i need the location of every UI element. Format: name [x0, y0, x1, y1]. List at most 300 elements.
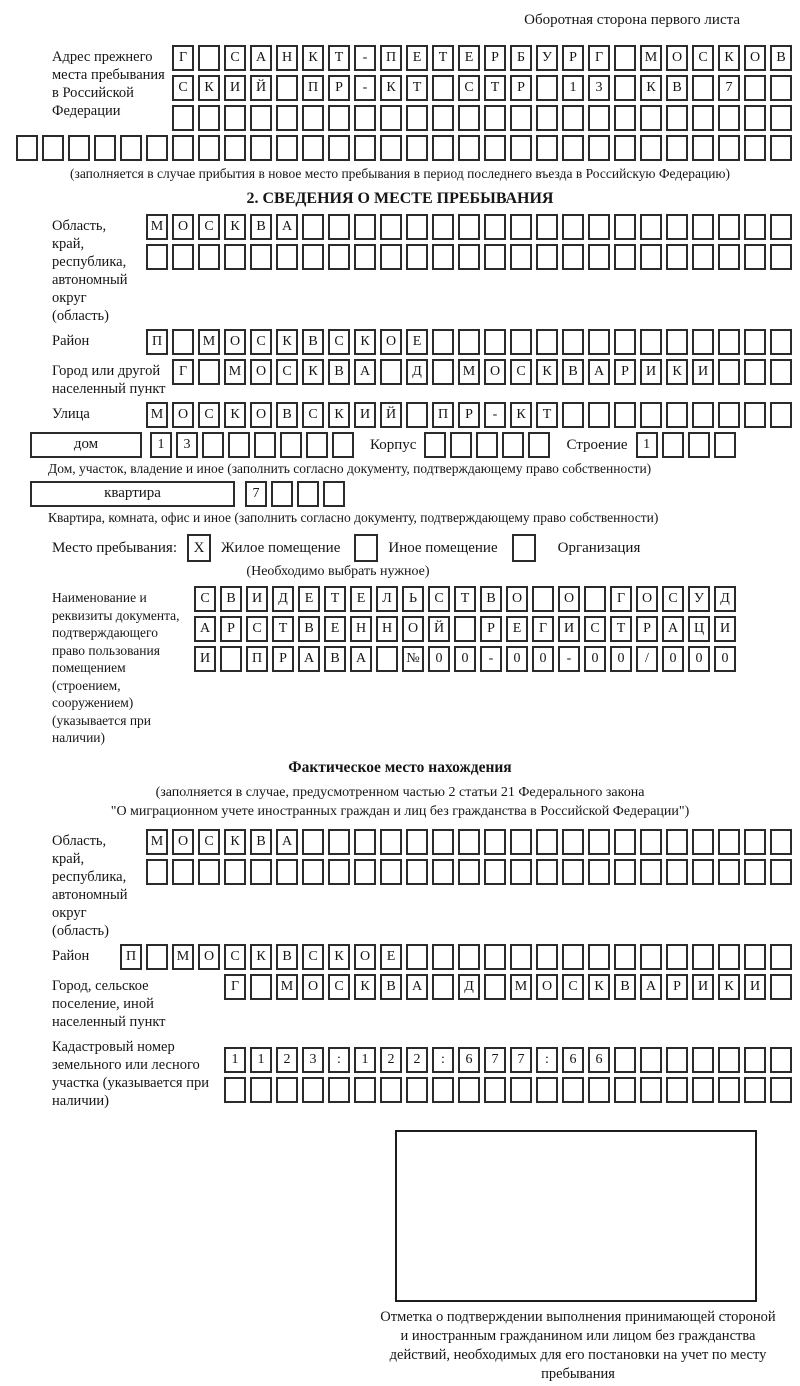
char-cell[interactable]: С — [692, 45, 714, 71]
char-cell[interactable] — [588, 859, 610, 885]
char-cell[interactable] — [458, 135, 480, 161]
char-cell[interactable] — [640, 329, 662, 355]
char-cell[interactable]: К — [718, 45, 740, 71]
char-cell[interactable]: 1 — [250, 1047, 272, 1073]
char-cell[interactable] — [328, 105, 350, 131]
char-cell[interactable] — [640, 1077, 662, 1103]
char-cell[interactable] — [510, 859, 532, 885]
actual-district-row[interactable] — [120, 944, 792, 970]
char-cell[interactable] — [432, 974, 454, 1000]
char-cell[interactable] — [718, 1077, 740, 1103]
prev-address-row-4[interactable] — [16, 135, 792, 161]
char-cell[interactable] — [302, 214, 324, 240]
char-cell[interactable] — [662, 432, 684, 458]
char-cell[interactable]: П — [246, 646, 268, 672]
char-cell[interactable]: Е — [380, 944, 402, 970]
char-cell[interactable] — [770, 1077, 792, 1103]
char-cell[interactable] — [640, 402, 662, 428]
char-cell[interactable] — [770, 105, 792, 131]
char-cell[interactable] — [692, 135, 714, 161]
char-cell[interactable] — [510, 105, 532, 131]
char-cell[interactable] — [198, 135, 220, 161]
char-cell[interactable]: О — [354, 944, 376, 970]
char-cell[interactable]: Р — [562, 45, 584, 71]
char-cell[interactable]: О — [302, 974, 324, 1000]
char-cell[interactable]: 1 — [150, 432, 172, 458]
char-cell[interactable] — [510, 329, 532, 355]
char-cell[interactable]: Р — [272, 646, 294, 672]
char-cell[interactable] — [432, 944, 454, 970]
char-cell[interactable] — [432, 244, 454, 270]
char-cell[interactable] — [588, 329, 610, 355]
char-cell[interactable] — [406, 859, 428, 885]
char-cell[interactable] — [528, 432, 550, 458]
char-cell[interactable]: И — [692, 359, 714, 385]
char-cell[interactable]: 3 — [176, 432, 198, 458]
char-cell[interactable] — [584, 586, 606, 612]
char-cell[interactable] — [68, 135, 90, 161]
char-cell[interactable] — [536, 244, 558, 270]
char-cell[interactable] — [120, 135, 142, 161]
stroenie-cells[interactable] — [636, 432, 736, 458]
char-cell[interactable] — [432, 214, 454, 240]
char-cell[interactable] — [692, 402, 714, 428]
char-cell[interactable] — [280, 432, 302, 458]
char-cell[interactable] — [718, 214, 740, 240]
char-cell[interactable] — [692, 329, 714, 355]
char-cell[interactable]: Р — [220, 616, 242, 642]
document-row-1[interactable] — [194, 586, 736, 612]
char-cell[interactable]: М — [458, 359, 480, 385]
char-cell[interactable] — [562, 944, 584, 970]
char-cell[interactable]: С — [428, 586, 450, 612]
char-cell[interactable] — [354, 105, 376, 131]
char-cell[interactable]: К — [198, 75, 220, 101]
char-cell[interactable]: Е — [298, 586, 320, 612]
char-cell[interactable]: С — [194, 586, 216, 612]
char-cell[interactable]: А — [276, 829, 298, 855]
char-cell[interactable] — [271, 481, 293, 507]
char-cell[interactable]: К — [354, 974, 376, 1000]
char-cell[interactable] — [250, 105, 272, 131]
char-cell[interactable] — [16, 135, 38, 161]
char-cell[interactable] — [484, 829, 506, 855]
char-cell[interactable] — [614, 244, 636, 270]
char-cell[interactable] — [744, 244, 766, 270]
char-cell[interactable] — [328, 214, 350, 240]
char-cell[interactable]: Ь — [402, 586, 424, 612]
char-cell[interactable]: : — [536, 1047, 558, 1073]
char-cell[interactable]: С — [224, 944, 246, 970]
char-cell[interactable] — [588, 829, 610, 855]
char-cell[interactable] — [328, 244, 350, 270]
char-cell[interactable] — [744, 402, 766, 428]
char-cell[interactable]: К — [380, 75, 402, 101]
char-cell[interactable]: П — [146, 329, 168, 355]
char-cell[interactable]: М — [276, 974, 298, 1000]
char-cell[interactable] — [484, 105, 506, 131]
char-cell[interactable] — [376, 646, 398, 672]
char-cell[interactable] — [744, 105, 766, 131]
char-cell[interactable] — [640, 944, 662, 970]
char-cell[interactable] — [614, 329, 636, 355]
char-cell[interactable]: У — [536, 45, 558, 71]
char-cell[interactable]: О — [172, 829, 194, 855]
char-cell[interactable]: Е — [406, 329, 428, 355]
char-cell[interactable] — [484, 214, 506, 240]
char-cell[interactable]: К — [302, 45, 324, 71]
char-cell[interactable] — [640, 105, 662, 131]
char-cell[interactable]: И — [692, 974, 714, 1000]
char-cell[interactable] — [562, 859, 584, 885]
char-cell[interactable]: С — [662, 586, 684, 612]
char-cell[interactable]: А — [588, 359, 610, 385]
char-cell[interactable] — [536, 859, 558, 885]
char-cell[interactable] — [562, 135, 584, 161]
char-cell[interactable] — [510, 214, 532, 240]
char-cell[interactable]: Р — [484, 45, 506, 71]
char-cell[interactable] — [666, 105, 688, 131]
char-cell[interactable]: К — [276, 329, 298, 355]
char-cell[interactable] — [224, 859, 246, 885]
char-cell[interactable] — [224, 135, 246, 161]
char-cell[interactable]: Г — [172, 45, 194, 71]
char-cell[interactable]: В — [250, 829, 272, 855]
char-cell[interactable]: 6 — [458, 1047, 480, 1073]
char-cell[interactable] — [172, 105, 194, 131]
char-cell[interactable] — [614, 402, 636, 428]
char-cell[interactable]: К — [250, 944, 272, 970]
char-cell[interactable]: А — [640, 974, 662, 1000]
char-cell[interactable]: Г — [588, 45, 610, 71]
char-cell[interactable]: : — [432, 1047, 454, 1073]
char-cell[interactable] — [744, 135, 766, 161]
char-cell[interactable]: Й — [380, 402, 402, 428]
char-cell[interactable] — [454, 616, 476, 642]
char-cell[interactable]: П — [380, 45, 402, 71]
char-cell[interactable] — [640, 135, 662, 161]
char-cell[interactable] — [484, 329, 506, 355]
char-cell[interactable] — [692, 1047, 714, 1073]
char-cell[interactable] — [588, 105, 610, 131]
char-cell[interactable] — [198, 105, 220, 131]
char-cell[interactable] — [484, 944, 506, 970]
char-cell[interactable] — [276, 75, 298, 101]
char-cell[interactable] — [502, 432, 524, 458]
char-cell[interactable] — [744, 214, 766, 240]
char-cell[interactable] — [380, 829, 402, 855]
char-cell[interactable] — [614, 829, 636, 855]
char-cell[interactable]: А — [350, 646, 372, 672]
char-cell[interactable] — [146, 244, 168, 270]
char-cell[interactable]: / — [636, 646, 658, 672]
other-premises-checkbox[interactable] — [354, 534, 378, 562]
char-cell[interactable] — [424, 432, 446, 458]
char-cell[interactable] — [718, 859, 740, 885]
char-cell[interactable]: 0 — [714, 646, 736, 672]
char-cell[interactable] — [640, 859, 662, 885]
char-cell[interactable] — [744, 359, 766, 385]
char-cell[interactable]: Е — [506, 616, 528, 642]
char-cell[interactable]: В — [298, 616, 320, 642]
char-cell[interactable]: В — [480, 586, 502, 612]
char-cell[interactable] — [770, 214, 792, 240]
char-cell[interactable]: 6 — [588, 1047, 610, 1073]
char-cell[interactable] — [536, 105, 558, 131]
char-cell[interactable]: И — [246, 586, 268, 612]
char-cell[interactable]: К — [328, 402, 350, 428]
char-cell[interactable]: В — [562, 359, 584, 385]
char-cell[interactable]: К — [224, 829, 246, 855]
char-cell[interactable] — [220, 646, 242, 672]
char-cell[interactable] — [172, 244, 194, 270]
char-cell[interactable]: С — [458, 75, 480, 101]
char-cell[interactable] — [536, 75, 558, 101]
char-cell[interactable]: Г — [224, 974, 246, 1000]
char-cell[interactable]: О — [666, 45, 688, 71]
char-cell[interactable] — [640, 214, 662, 240]
char-cell[interactable]: В — [380, 974, 402, 1000]
char-cell[interactable]: В — [250, 214, 272, 240]
char-cell[interactable]: Т — [406, 75, 428, 101]
char-cell[interactable] — [297, 481, 319, 507]
document-row-2[interactable] — [194, 616, 736, 642]
char-cell[interactable] — [770, 974, 792, 1000]
char-cell[interactable] — [718, 402, 740, 428]
char-cell[interactable] — [42, 135, 64, 161]
char-cell[interactable] — [666, 402, 688, 428]
char-cell[interactable]: О — [558, 586, 580, 612]
prev-address-row-1[interactable] — [172, 45, 792, 71]
char-cell[interactable]: С — [172, 75, 194, 101]
char-cell[interactable]: С — [562, 974, 584, 1000]
char-cell[interactable]: К — [718, 974, 740, 1000]
char-cell[interactable] — [692, 1077, 714, 1103]
prev-address-row-2[interactable] — [172, 75, 792, 101]
char-cell[interactable]: П — [302, 75, 324, 101]
char-cell[interactable]: 3 — [588, 75, 610, 101]
char-cell[interactable] — [770, 135, 792, 161]
char-cell[interactable]: И — [194, 646, 216, 672]
char-cell[interactable] — [332, 432, 354, 458]
char-cell[interactable] — [198, 859, 220, 885]
char-cell[interactable] — [744, 859, 766, 885]
char-cell[interactable]: К — [666, 359, 688, 385]
char-cell[interactable]: 0 — [584, 646, 606, 672]
char-cell[interactable] — [744, 1077, 766, 1103]
char-cell[interactable]: 7 — [484, 1047, 506, 1073]
cadastral-row-1[interactable] — [224, 1047, 792, 1073]
char-cell[interactable] — [510, 944, 532, 970]
char-cell[interactable]: К — [224, 214, 246, 240]
char-cell[interactable]: К — [536, 359, 558, 385]
char-cell[interactable]: А — [406, 974, 428, 1000]
char-cell[interactable]: П — [120, 944, 142, 970]
char-cell[interactable]: Р — [458, 402, 480, 428]
char-cell[interactable] — [380, 859, 402, 885]
char-cell[interactable]: Л — [376, 586, 398, 612]
char-cell[interactable] — [770, 859, 792, 885]
char-cell[interactable]: Й — [250, 75, 272, 101]
char-cell[interactable] — [588, 402, 610, 428]
char-cell[interactable] — [562, 244, 584, 270]
char-cell[interactable]: В — [328, 359, 350, 385]
char-cell[interactable]: Р — [510, 75, 532, 101]
char-cell[interactable] — [640, 1047, 662, 1073]
char-cell[interactable]: В — [276, 402, 298, 428]
char-cell[interactable] — [380, 244, 402, 270]
char-cell[interactable]: Д — [406, 359, 428, 385]
char-cell[interactable]: 0 — [454, 646, 476, 672]
char-cell[interactable] — [276, 859, 298, 885]
char-cell[interactable] — [406, 829, 428, 855]
char-cell[interactable]: 7 — [510, 1047, 532, 1073]
char-cell[interactable] — [328, 1077, 350, 1103]
char-cell[interactable] — [692, 214, 714, 240]
char-cell[interactable] — [432, 859, 454, 885]
char-cell[interactable] — [94, 135, 116, 161]
char-cell[interactable]: 7 — [718, 75, 740, 101]
char-cell[interactable] — [380, 359, 402, 385]
char-cell[interactable] — [254, 432, 276, 458]
char-cell[interactable] — [770, 1047, 792, 1073]
char-cell[interactable] — [588, 944, 610, 970]
char-cell[interactable]: Д — [458, 974, 480, 1000]
char-cell[interactable] — [718, 244, 740, 270]
char-cell[interactable] — [224, 244, 246, 270]
char-cell[interactable]: 0 — [428, 646, 450, 672]
char-cell[interactable]: К — [328, 944, 350, 970]
char-cell[interactable] — [744, 1047, 766, 1073]
char-cell[interactable]: О — [744, 45, 766, 71]
char-cell[interactable]: М — [198, 329, 220, 355]
char-cell[interactable] — [614, 859, 636, 885]
char-cell[interactable] — [406, 244, 428, 270]
char-cell[interactable] — [484, 859, 506, 885]
char-cell[interactable] — [770, 329, 792, 355]
char-cell[interactable] — [536, 1077, 558, 1103]
char-cell[interactable]: О — [250, 402, 272, 428]
char-cell[interactable]: 0 — [662, 646, 684, 672]
char-cell[interactable] — [432, 829, 454, 855]
char-cell[interactable] — [250, 244, 272, 270]
char-cell[interactable] — [276, 105, 298, 131]
region-row-1[interactable] — [146, 214, 792, 240]
char-cell[interactable] — [276, 135, 298, 161]
char-cell[interactable] — [172, 329, 194, 355]
char-cell[interactable] — [323, 481, 345, 507]
char-cell[interactable]: С — [276, 359, 298, 385]
char-cell[interactable]: Р — [666, 974, 688, 1000]
char-cell[interactable]: Е — [350, 586, 372, 612]
char-cell[interactable]: Е — [406, 45, 428, 71]
char-cell[interactable]: Й — [428, 616, 450, 642]
char-cell[interactable] — [432, 105, 454, 131]
char-cell[interactable]: О — [402, 616, 424, 642]
char-cell[interactable]: 0 — [688, 646, 710, 672]
char-cell[interactable] — [718, 329, 740, 355]
char-cell[interactable]: 1 — [636, 432, 658, 458]
char-cell[interactable] — [172, 859, 194, 885]
char-cell[interactable] — [510, 135, 532, 161]
char-cell[interactable] — [536, 135, 558, 161]
char-cell[interactable] — [146, 135, 168, 161]
char-cell[interactable]: 1 — [224, 1047, 246, 1073]
char-cell[interactable] — [198, 359, 220, 385]
char-cell[interactable]: Т — [272, 616, 294, 642]
char-cell[interactable]: В — [770, 45, 792, 71]
char-cell[interactable] — [562, 1077, 584, 1103]
char-cell[interactable] — [614, 1047, 636, 1073]
char-cell[interactable] — [744, 944, 766, 970]
char-cell[interactable] — [328, 829, 350, 855]
char-cell[interactable] — [250, 974, 272, 1000]
char-cell[interactable]: М — [172, 944, 194, 970]
char-cell[interactable] — [202, 432, 224, 458]
char-cell[interactable] — [692, 944, 714, 970]
char-cell[interactable] — [250, 859, 272, 885]
char-cell[interactable]: А — [194, 616, 216, 642]
residential-checkbox[interactable]: X — [187, 534, 211, 562]
char-cell[interactable] — [562, 105, 584, 131]
char-cell[interactable]: О — [198, 944, 220, 970]
document-row-3[interactable] — [194, 646, 736, 672]
char-cell[interactable]: Т — [536, 402, 558, 428]
char-cell[interactable]: Т — [454, 586, 476, 612]
char-cell[interactable] — [302, 1077, 324, 1103]
char-cell[interactable] — [666, 944, 688, 970]
char-cell[interactable] — [666, 244, 688, 270]
char-cell[interactable] — [770, 75, 792, 101]
char-cell[interactable] — [614, 944, 636, 970]
char-cell[interactable]: Ц — [688, 616, 710, 642]
char-cell[interactable] — [380, 1077, 402, 1103]
char-cell[interactable]: И — [354, 402, 376, 428]
char-cell[interactable]: А — [662, 616, 684, 642]
char-cell[interactable] — [510, 1077, 532, 1103]
actual-city-row[interactable] — [224, 974, 792, 1000]
char-cell[interactable] — [536, 329, 558, 355]
char-cell[interactable]: О — [506, 586, 528, 612]
char-cell[interactable]: Н — [276, 45, 298, 71]
char-cell[interactable]: 1 — [562, 75, 584, 101]
char-cell[interactable] — [718, 135, 740, 161]
char-cell[interactable] — [224, 1077, 246, 1103]
char-cell[interactable]: Т — [328, 45, 350, 71]
char-cell[interactable] — [450, 432, 472, 458]
char-cell[interactable] — [718, 829, 740, 855]
char-cell[interactable] — [146, 944, 168, 970]
char-cell[interactable]: 6 — [562, 1047, 584, 1073]
char-cell[interactable]: В — [302, 329, 324, 355]
char-cell[interactable]: И — [640, 359, 662, 385]
char-cell[interactable]: И — [714, 616, 736, 642]
char-cell[interactable]: М — [146, 402, 168, 428]
char-cell[interactable] — [718, 105, 740, 131]
city-row[interactable] — [172, 359, 792, 385]
char-cell[interactable] — [744, 829, 766, 855]
char-cell[interactable] — [380, 135, 402, 161]
char-cell[interactable] — [692, 75, 714, 101]
char-cell[interactable] — [380, 214, 402, 240]
char-cell[interactable] — [250, 1077, 272, 1103]
char-cell[interactable] — [718, 359, 740, 385]
char-cell[interactable]: О — [380, 329, 402, 355]
char-cell[interactable] — [510, 829, 532, 855]
char-cell[interactable] — [614, 135, 636, 161]
char-cell[interactable]: - — [558, 646, 580, 672]
char-cell[interactable]: С — [198, 214, 220, 240]
